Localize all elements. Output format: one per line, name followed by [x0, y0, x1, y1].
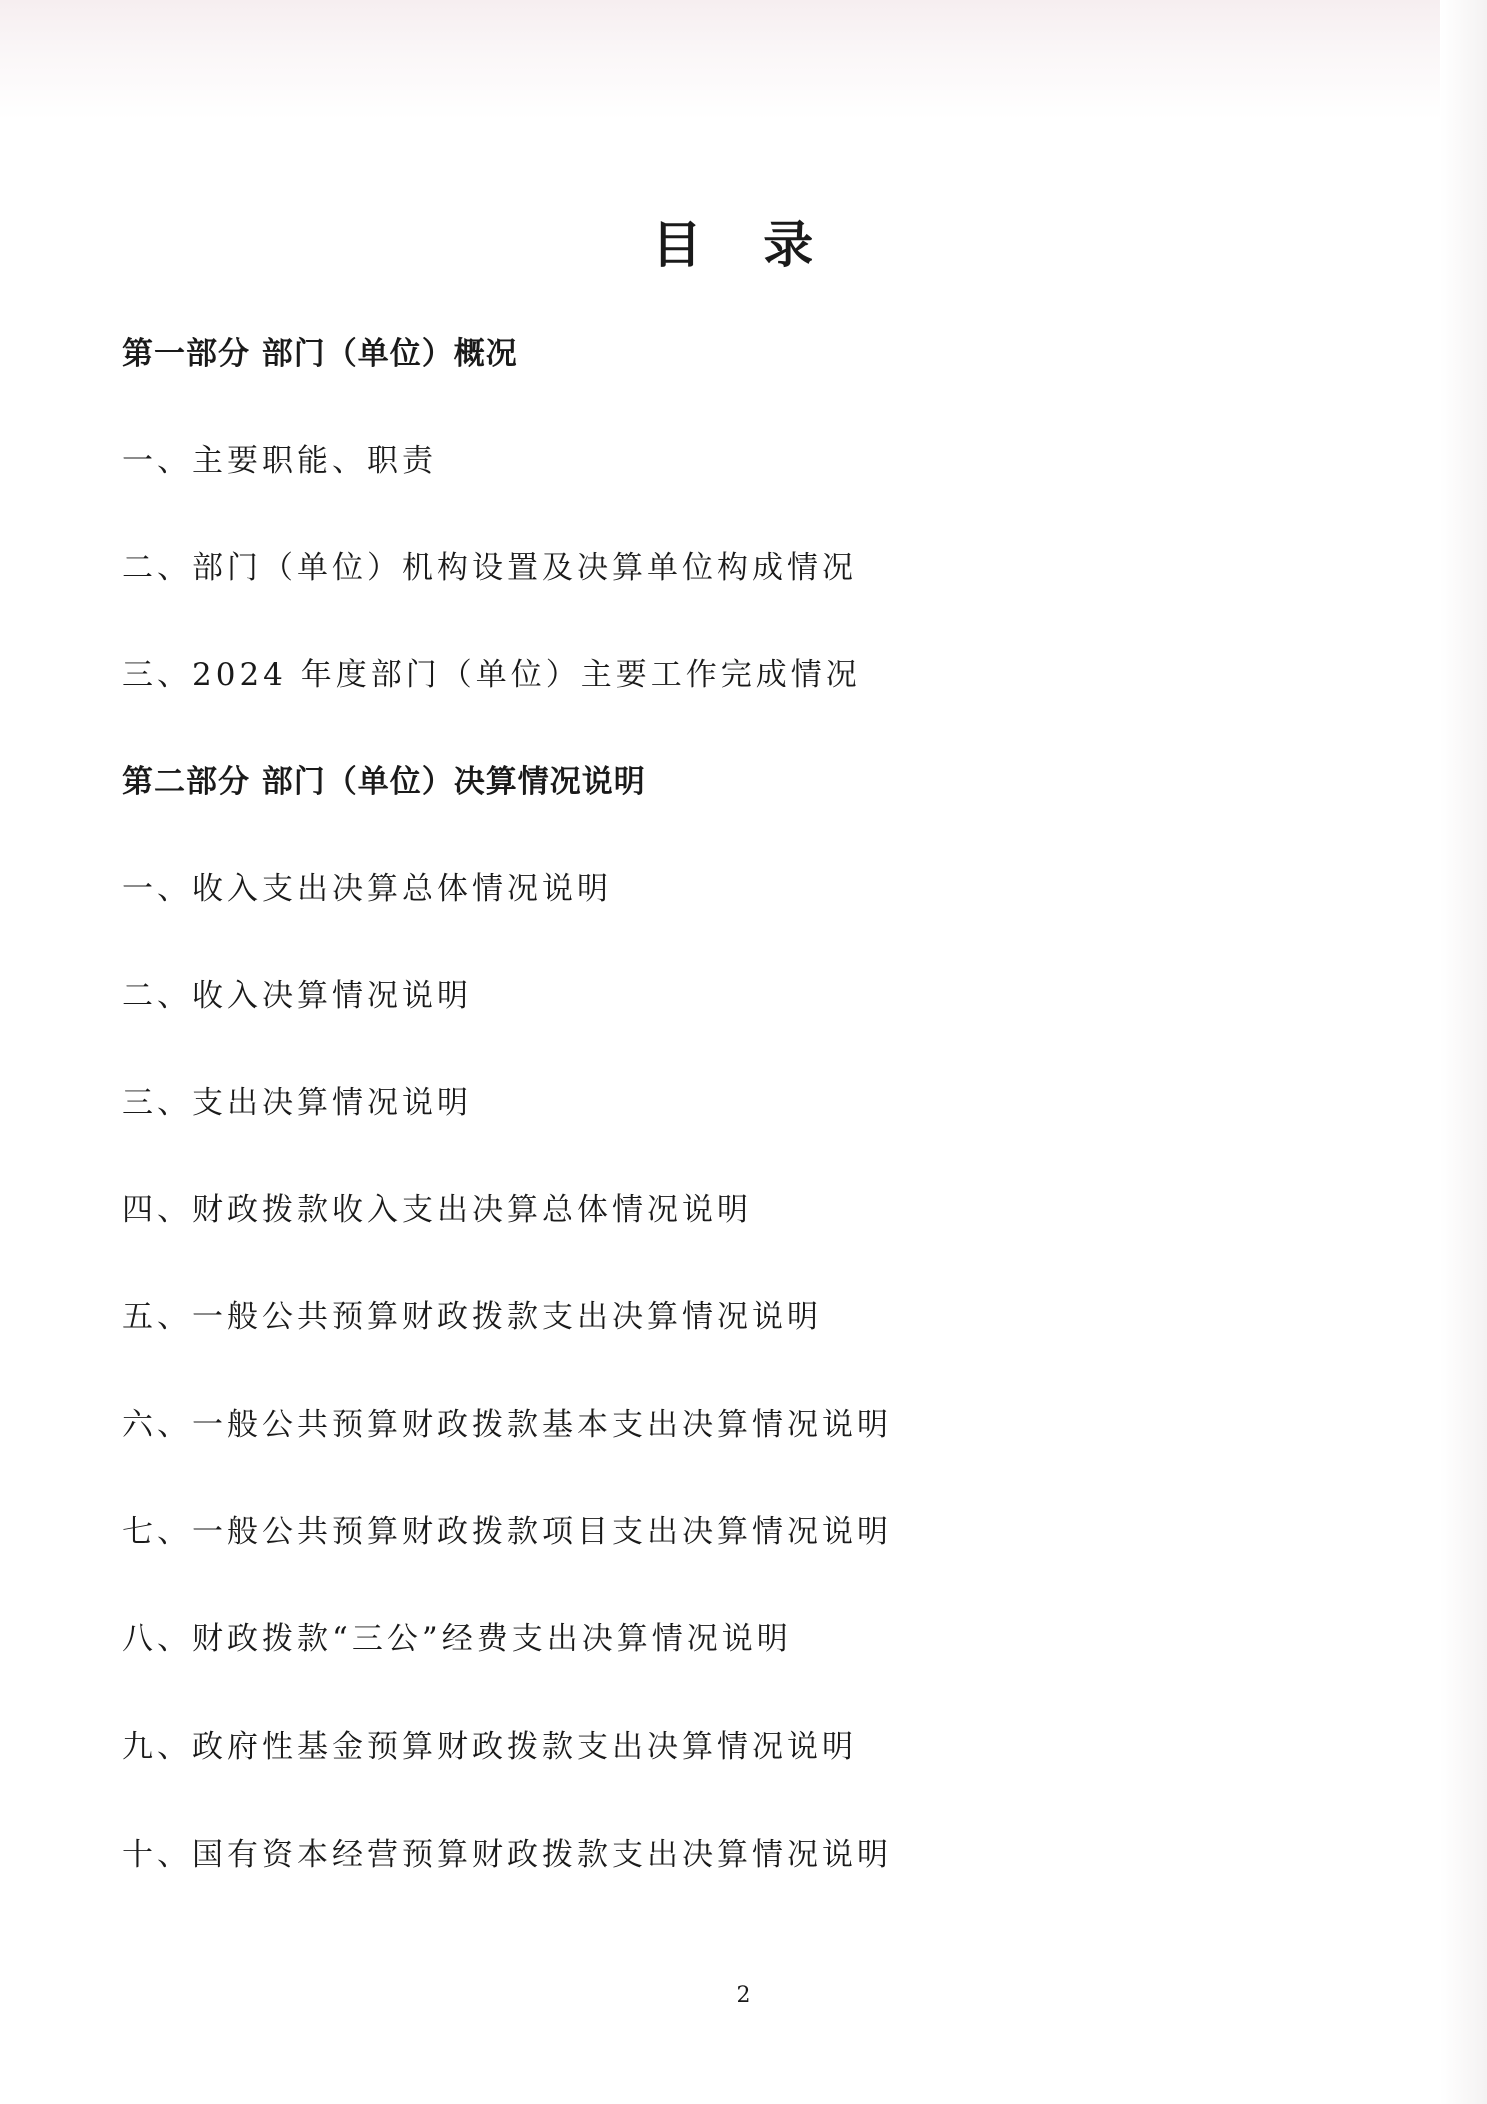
toc-item: 六、一般公共预算财政拨款基本支出决算情况说明 [122, 1407, 892, 1443]
toc-section-2: 第二部分 部门（单位）决算情况说明 [122, 764, 646, 800]
toc-item: 四、财政拨款收入支出决算总体情况说明 [122, 1192, 752, 1228]
toc-item: 十、国有资本经营预算财政拨款支出决算情况说明 [122, 1837, 892, 1873]
toc-item: 一、收入支出决算总体情况说明 [122, 871, 612, 907]
toc-item: 二、收入决算情况说明 [122, 978, 472, 1014]
toc-item: 八、财政拨款“三公”经费支出决算情况说明 [122, 1621, 792, 1657]
toc-item: 九、政府性基金预算财政拨款支出决算情况说明 [122, 1729, 857, 1765]
toc-item: 三、支出决算情况说明 [122, 1085, 472, 1121]
scan-artifact-edge [1440, 0, 1487, 2104]
toc-item: 五、一般公共预算财政拨款支出决算情况说明 [122, 1299, 822, 1335]
page-number: 2 [736, 1983, 751, 2008]
toc-section-1: 第一部分 部门（单位）概况 [122, 336, 518, 372]
page-title: 目 录 [651, 216, 836, 274]
toc-item: 一、主要职能、职责 [122, 443, 437, 479]
toc-item: 七、一般公共预算财政拨款项目支出决算情况说明 [122, 1514, 892, 1550]
scan-artifact-top [0, 0, 1487, 120]
toc-item: 二、部门（单位）机构设置及决算单位构成情况 [122, 550, 857, 586]
toc-item: 三、2024 年度部门（单位）主要工作完成情况 [122, 657, 861, 693]
